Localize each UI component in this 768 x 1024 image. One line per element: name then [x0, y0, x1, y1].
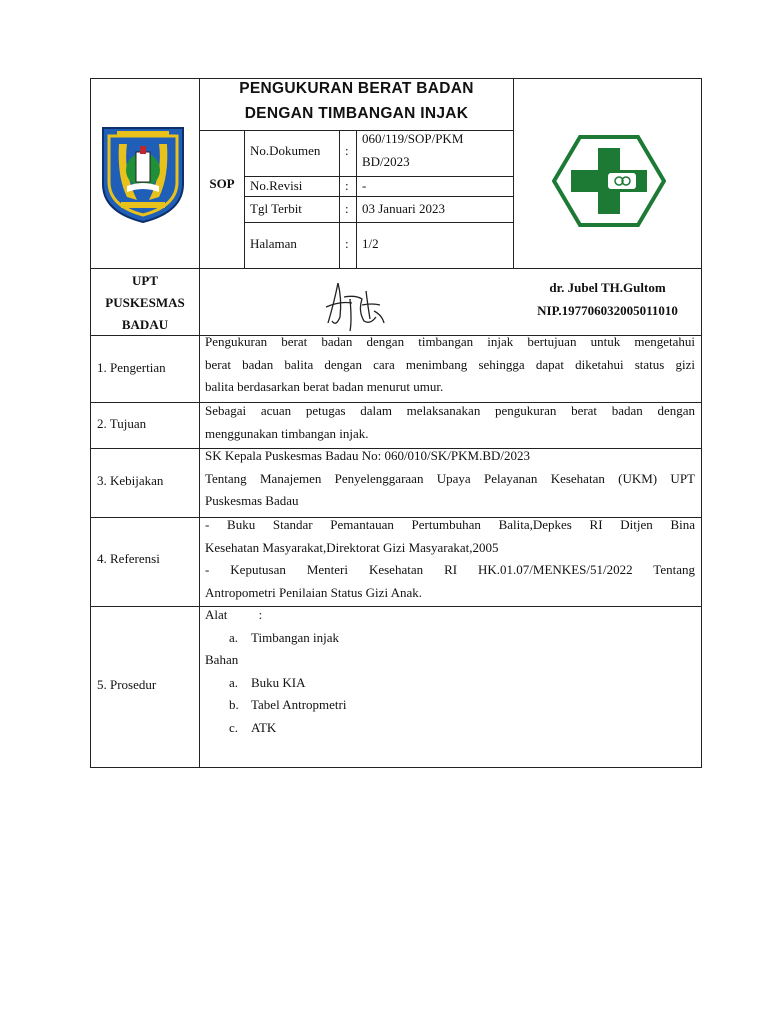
- alat-colon: :: [258, 607, 263, 622]
- list-text: Buku KIA: [251, 674, 306, 690]
- list-text: Tabel Antropmetri: [251, 697, 347, 712]
- alat-heading: [205, 604, 695, 627]
- list-marker: c.: [229, 719, 239, 735]
- row-line-1: [244, 176, 514, 177]
- doc-number-value-line2: BD/2023: [362, 154, 410, 169]
- list-marker: a.: [229, 629, 239, 645]
- alat-label: Alat: [205, 607, 228, 622]
- list-marker: a.: [229, 674, 239, 690]
- section-label-pengertian: 1. Pengertian: [97, 360, 166, 375]
- body-line: balita berdasarkan berat badan menurut umur.: [205, 379, 444, 394]
- revision-colon: :: [345, 178, 349, 193]
- issue-date-value: 03 Januari 2023: [362, 201, 446, 216]
- table-border-left: [90, 78, 91, 768]
- section-label-prosedur: 5. Prosedur: [97, 677, 157, 692]
- body-line: menggunakan timbangan injak.: [205, 425, 369, 441]
- document-title-line1: PENGUKURAN BERAT BADAN: [239, 80, 474, 97]
- body-line: Antropometri Penilaian Status Gizi Anak.: [205, 584, 422, 600]
- body-line: berat badan balita dengan cara menimbang sehingga dapat diketahui status gizi: [205, 356, 695, 372]
- revision-label: No.Revisi: [250, 178, 303, 193]
- list-text: Timbangan injak: [251, 629, 339, 645]
- sop-divider: [244, 130, 245, 268]
- row-line-3: [244, 222, 514, 223]
- bahan-label: Bahan: [205, 652, 239, 667]
- list-marker: b.: [229, 697, 239, 712]
- list-item: [205, 672, 695, 695]
- org-name: [91, 270, 199, 336]
- body-line: Sebagai acuan petugas dalam melaksanakan pengukuran berat badan dengan: [205, 403, 695, 418]
- body-line: Tentang Manajemen Penyelenggaraan Upaya Pelayanan Kesehatan (UKM) UPT: [205, 470, 695, 486]
- section-body-referensi: [205, 514, 695, 604]
- header-right-divider: [513, 78, 514, 268]
- doc-number-label: No.Dokumen: [250, 143, 321, 158]
- title-bottom-line: [199, 130, 514, 131]
- header-bottom-line: [90, 268, 702, 269]
- page-label: Halaman: [250, 236, 297, 251]
- signer-name: dr. Jubel TH.Gultom: [549, 280, 666, 295]
- body-line: Pengukuran berat badan dengan timbangan injak bertujuan untuk mengetahui: [205, 334, 695, 349]
- list-item: [205, 627, 695, 650]
- issue-date-label: Tgl Terbit: [250, 201, 302, 216]
- list-item: [205, 717, 695, 740]
- page-value: 1/2: [362, 236, 379, 251]
- sop-label: SOP: [209, 176, 235, 191]
- list-text: ATK: [251, 719, 277, 735]
- body-line: SK Kepala Puskesmas Badau No: 060/010/SK/PKM.BD/2023: [205, 448, 530, 463]
- table-border-bottom: [90, 767, 702, 768]
- section-label-kebijakan: 3. Kebijakan: [97, 473, 164, 488]
- body-line: Puskesmas Badau: [205, 493, 299, 508]
- row-line-2: [244, 196, 514, 197]
- puskesmas-logo-icon: [552, 135, 666, 227]
- label-divider: [339, 130, 340, 268]
- issue-date-colon: :: [345, 201, 349, 216]
- section-label-tujuan: 2. Tujuan: [97, 416, 147, 431]
- section-body-kebijakan: [205, 445, 695, 513]
- list-item: [205, 694, 695, 717]
- document-title-line2: DENGAN TIMBANGAN INJAK: [244, 105, 469, 122]
- table-border-right: [701, 78, 702, 768]
- colon-divider: [356, 130, 357, 268]
- body-line: - Buku Standar Pemantauan Pertumbuhan Balita,Depkes RI Ditjen Bina: [205, 517, 695, 532]
- section-body-tujuan: [205, 400, 695, 445]
- revision-value: -: [362, 178, 367, 193]
- org-name-line2: PUSKESMAS: [105, 295, 185, 310]
- section-body-pengertian: [205, 331, 695, 399]
- org-name-line3: BADAU: [121, 317, 169, 332]
- org-name-line1: UPT: [132, 273, 158, 288]
- section-body-prosedur: [205, 604, 695, 739]
- page-colon: :: [345, 236, 349, 251]
- doc-number-colon: :: [345, 143, 349, 158]
- body-line: Kesehatan Masyarakat,Direktorat Gizi Masyarakat,2005: [205, 539, 499, 555]
- body-line: - Keputusan Menteri Kesehatan RI HK.01.07/MENKES/51/2022 Tentang: [205, 562, 695, 577]
- signature-image: [322, 277, 388, 333]
- regency-emblem-icon: [97, 122, 189, 224]
- section-label-referensi: 4. Referensi: [97, 551, 160, 566]
- signer-nip: NIP.197706032005011010: [537, 303, 678, 318]
- doc-number-value-line1: 060/119/SOP/PKM: [362, 131, 464, 146]
